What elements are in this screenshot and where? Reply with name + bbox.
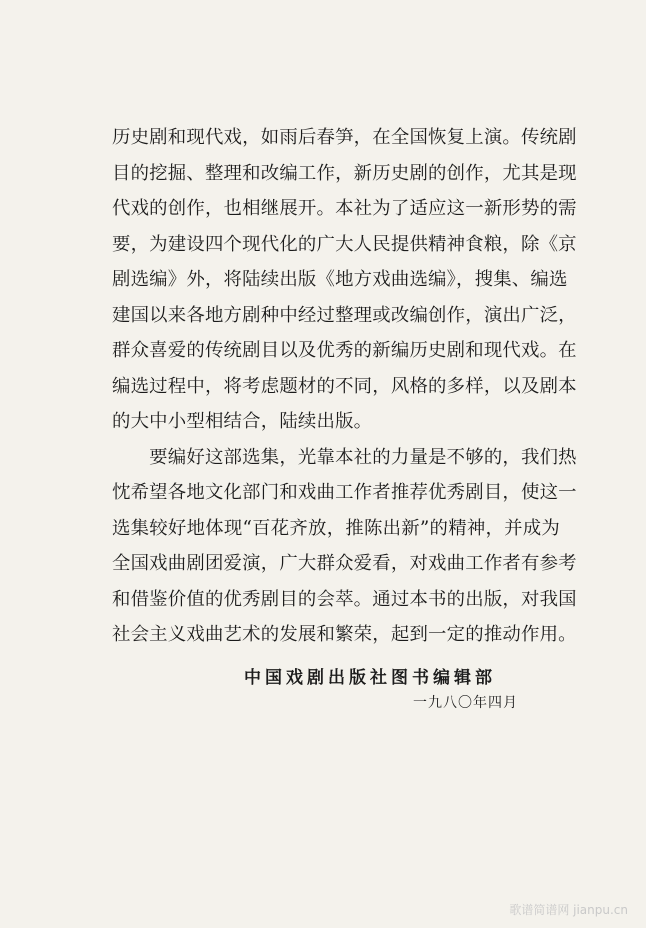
text-line: 剧选编》外，将陆续出版《地方戏曲选编》，搜集、编选 bbox=[112, 269, 568, 290]
text-line: 的大中小型相结合，陆续出版。 bbox=[112, 411, 373, 432]
text-line: 代戏的创作，也相继展开。本社为了适应这一新形势的需 bbox=[112, 198, 577, 219]
text-line: 和借鉴价值的优秀剧目的会萃。通过本书的出版，对我国 bbox=[112, 588, 577, 610]
text-line: 目的挖掘、整理和改编工作，新历史剧的创作，尤其是现 bbox=[112, 162, 577, 184]
publisher-signature: 中国戏剧出版社图书编辑部 bbox=[244, 668, 496, 688]
text-line: 要编好这部选集，光靠本社的力量是不够的，我们热 bbox=[112, 446, 577, 468]
text-line: 忱希望各地文化部门和戏曲工作者推荐优秀剧目，使这一 bbox=[112, 482, 577, 503]
site-watermark: 歌谱简谱网 jianpu.cn bbox=[509, 903, 628, 917]
text-line: 历史剧和现代戏，如雨后春笋，在全国恢复上演。传统剧 bbox=[112, 127, 577, 148]
text-line: 建国以来各地方剧种中经过整理或改编创作，演出广泛， bbox=[112, 304, 577, 326]
text-line: 编选过程中，将考虑题材的不同，风格的多样，以及剧本 bbox=[112, 375, 577, 397]
text-line: 群众喜爱的传统剧目以及优秀的新编历史剧和现代戏。在 bbox=[112, 340, 577, 361]
body-text bbox=[112, 120, 577, 653]
text-line: 社会主义戏曲艺术的发展和繁荣，起到一定的推动作用。 bbox=[112, 624, 577, 645]
text-line: 全国戏曲剧团爱演，广大群众爱看，对戏曲工作者有参考 bbox=[112, 553, 577, 574]
publication-date: 一九八〇年四月 bbox=[413, 695, 518, 711]
text-line: 选集较好地体现“百花齐放，推陈出新”的精神，并成为 bbox=[112, 517, 560, 539]
text-line: 要，为建设四个现代化的广大人民提供精神食粮，除《京 bbox=[112, 233, 577, 255]
